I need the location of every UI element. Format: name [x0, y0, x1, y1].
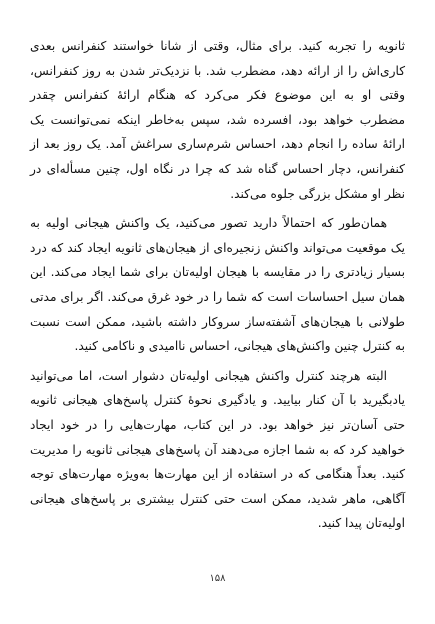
- paragraph-1: ثانویه را تجربه کنید. برای مثال، وقتی از شانا خواستند کنفرانس بعدی کاری‌اش را از ارائه دهد، مضطرب شد. با نزدیک‌تر شدن به روز کنفرانس، وقتی او به این موضوع فکر می‌کرد که هنگام ارائهٔ کنفرانس چقدر مضطرب خواهد بود، افسرده شد، سپس به‌خاطر اینکه نمی‌توانست یک ارائهٔ ساده را انجام دهد، احساس شرم‌ساری سراغش آمد. یک روز بعد از کنفرانس، دچار احساس گناه شد که چرا در نگاه اول، چنین مسأله‌ای در نظر او مشکل بزرگی جلوه می‌کند.: [30, 39, 405, 201]
- paragraph-2: همان‌طور که احتمالاً دارید تصور می‌کنید، یک واکنش هیجانی اولیه به یک موقعیت می‌تواند واکنش زنجیره‌ای از هیجان‌های ثانویه ایجاد کند که درد بسیار زیادتری را در مقایسه با هیجان اولیه‌تان برای شما ایجاد می‌کند. این همان سیل احساسات است که شما را در خود غرق می‌کند. اگر برای مدتی طولانی با هیجان‌های آشفته‌ساز سروکار داشته باشید، ممکن است نسبت به کنترل چنین واکنش‌های هیجانی، احساس ناامیدی و ناکامی کنید.: [30, 216, 405, 354]
- body-text: [30, 34, 405, 536]
- paragraph-3: البته هرچند کنترل واکنش هیجانی اولیه‌تان دشوار است، اما می‌توانید یادبگیرید با آن کنار بیایید. و یادگیری نحوهٔ کنترل پاسخ‌های هیجانی ثانویه حتی آسان‌تر نیز خواهد بود. در این کتاب، مهارت‌هایی را در خود ایجاد خواهید کرد که به شما اجازه می‌دهند آن پاسخ‌های هیجانی ثانویه را مدیریت کنید. بعداً هنگامی که در استفاده از این مهارت‌ها به‌ویژه مهارت‌های توجه آگاهی، ماهر شدید، ممکن است حتی کنترل بیشتری بر پاسخ‌های هیجانی اولیه‌تان پیدا کنید.: [30, 368, 405, 531]
- page-number: ۱۵۸: [209, 573, 226, 584]
